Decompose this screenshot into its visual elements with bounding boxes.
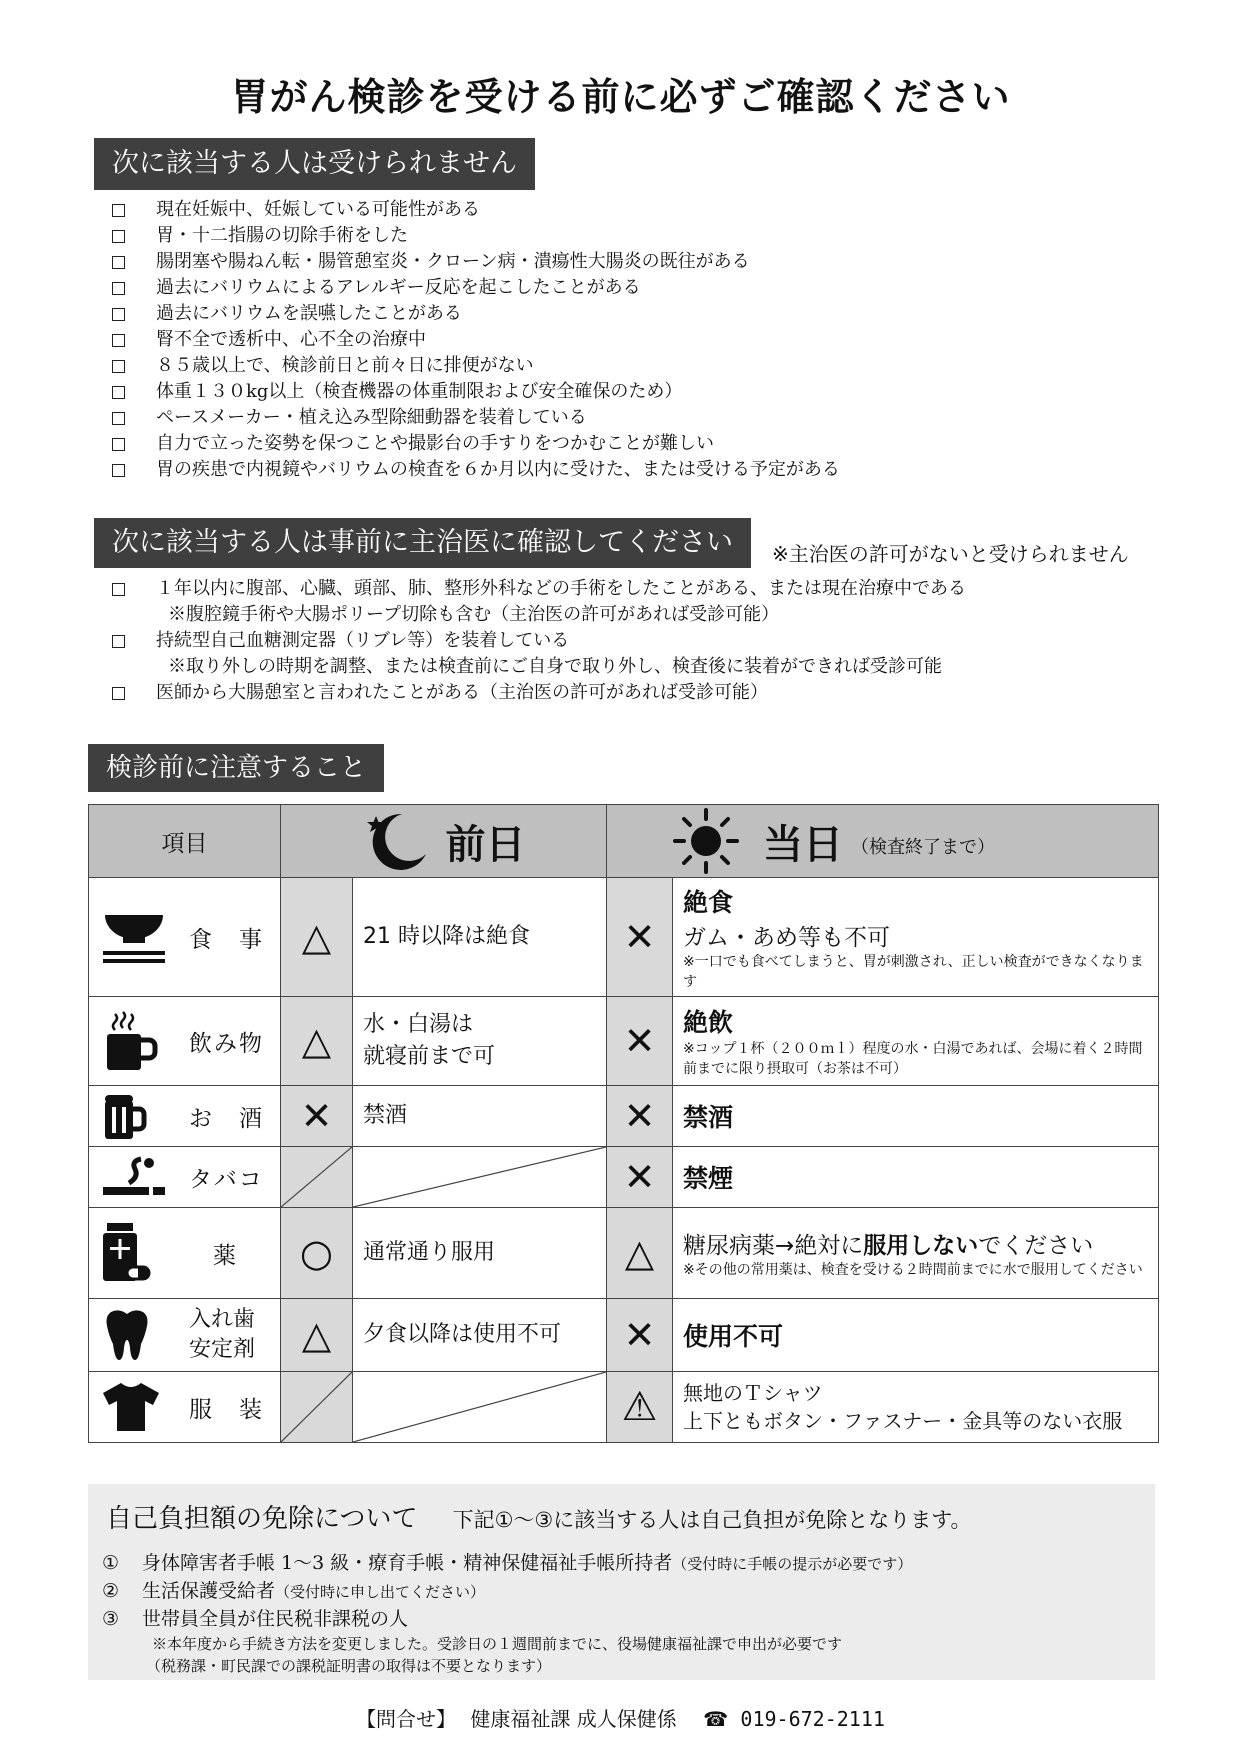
hot-drink-icon	[101, 1010, 161, 1072]
list-item[interactable]: 現在妊娠中、妊娠している可能性がある	[108, 197, 840, 223]
list-item[interactable]: 腎不全で透析中、心不全の治療中	[108, 327, 840, 353]
list-item[interactable]: 体重１３０kg以上（検査機器の体重制限および安全確保のため）	[108, 379, 840, 405]
list-item: ② 生活保護受給者（受付時に申し出てください）	[102, 1580, 486, 1602]
diagonal-line	[281, 1147, 352, 1207]
prev-text: 禁酒	[353, 1086, 607, 1146]
item-cell: 食 事	[89, 878, 281, 996]
day-symbol: ✕	[607, 1299, 673, 1371]
diagonal-line	[353, 1372, 606, 1442]
list-item[interactable]: ８５歳以上で、検診前日と前々日に排便がない	[108, 353, 840, 379]
list-item[interactable]: １年以内に腹部、心臓、頭部、肺、整形外科などの手術をしたことがある、または現在治療中である	[108, 576, 966, 602]
exemption-box	[88, 1484, 1155, 1680]
exemption-note: （税務課・町民課での課税証明書の取得は不要となります）	[146, 1657, 552, 1675]
day-text: 使用不可	[683, 1322, 784, 1351]
tshirt-icon	[101, 1381, 161, 1433]
exemption-list	[102, 1550, 912, 1677]
table-row	[89, 1298, 1158, 1371]
header-today: 当日 （検査終了まで）	[607, 805, 1158, 877]
checkbox-icon[interactable]	[112, 256, 125, 269]
exemption-lead: 下記①～③に該当する人は自己負担が免除となります。	[452, 1508, 972, 1532]
moon-icon	[362, 808, 432, 874]
item-cell: タバコ	[89, 1147, 281, 1207]
item-cell: お 酒	[89, 1086, 281, 1146]
checkbox-icon[interactable]	[112, 687, 125, 700]
day-text: 無地のＴシャツ 上下ともボタン・ファスナー・金具等のない衣服	[683, 1381, 1123, 1433]
header-prev-day: 前日	[281, 805, 607, 877]
list-item: ① 身体障害者手帳 1～3 級・療育手帳・精神保健福祉手帳所持者（受付時に手帳の提示が必要です）	[102, 1552, 913, 1574]
prev-symbol-empty	[281, 1372, 353, 1442]
prev-symbol: △	[281, 1299, 353, 1371]
exemption-note: ※本年度から手続き方法を変更しました。受診日の１週間前までに、役場健康福祉課で申出が必要です	[152, 1635, 843, 1653]
item-cell: 服 装	[89, 1372, 281, 1442]
prev-text: 通常通り服用	[353, 1208, 607, 1298]
beer-mug-icon	[101, 1091, 149, 1141]
prev-symbol: △	[281, 997, 353, 1085]
prev-text-empty	[353, 1147, 607, 1207]
day-symbol: ✕	[607, 1147, 673, 1207]
day-text: 絶飲 ※コップ１杯（２００ｍｌ）程度の水・白湯であれば、会場に着く２時間前までに限り摂取可（お茶は不可）	[683, 1008, 1143, 1077]
table-row	[89, 996, 1158, 1085]
cigarette-icon	[101, 1155, 167, 1199]
list-item[interactable]: 医師から大腸憩室と言われたことがある（主治医の許可があれば受診可能）	[108, 680, 966, 706]
list-item[interactable]: 過去にバリウムを誤嚥したことがある	[108, 301, 840, 327]
phone-icon: ☎	[703, 1707, 729, 1731]
diagonal-line	[353, 1147, 606, 1207]
prev-text: 夕食以降は使用不可	[353, 1299, 607, 1371]
section2-note: ※主治医の許可がないと受けられません	[772, 542, 1129, 566]
prev-symbol: ○	[281, 1208, 353, 1298]
contact-line: 【問合せ】 健康福祉課 成人保健係 ☎ 019-672-2111	[356, 1707, 885, 1731]
medicine-bottle-icon	[101, 1221, 151, 1285]
table-row	[89, 877, 1158, 996]
prev-text: 21 時以降は絶食	[353, 878, 607, 996]
table-row	[89, 1207, 1158, 1298]
day-symbol: ✕	[607, 1086, 673, 1146]
section1-heading: 次に該当する人は受けられません	[94, 138, 535, 190]
prev-symbol-empty	[281, 1147, 353, 1207]
warning-icon: ⚠	[607, 1372, 673, 1442]
list-item[interactable]: 過去にバリウムによるアレルギー反応を起こしたことがある	[108, 275, 840, 301]
checkbox-icon[interactable]	[112, 360, 125, 373]
header-item: 項目	[89, 805, 281, 877]
checkbox-icon[interactable]	[112, 204, 125, 217]
table-row	[89, 1085, 1158, 1146]
section2-list	[108, 576, 966, 706]
prev-text-empty	[353, 1372, 607, 1442]
section3-heading: 検診前に注意すること	[88, 744, 384, 792]
page-title: 胃がん検診を受ける前に必ずご確認ください	[230, 75, 1011, 119]
day-symbol: ✕	[607, 878, 673, 996]
list-item[interactable]: ペースメーカー・植え込み型除細動器を装着している	[108, 405, 840, 431]
item-cell: 飲み物	[89, 997, 281, 1085]
section2-heading: 次に該当する人は事前に主治医に確認してください	[94, 518, 751, 568]
list-item-note: ※腹腔鏡手術や大腸ポリープ切除も含む（主治医の許可があれば受診可能）	[168, 604, 780, 625]
day-symbol: ✕	[607, 997, 673, 1085]
checkbox-icon[interactable]	[112, 334, 125, 347]
exemption-title: 自己負担額の免除について	[106, 1504, 418, 1534]
list-item[interactable]: 胃の疾患で内視鏡やバリウムの検査を６か月以内に受けた、または受ける予定がある	[108, 457, 840, 483]
list-item-note: ※取り外しの時期を調整、または検査前にご自身で取り外し、検査後に装着ができれば受診可能	[168, 656, 942, 677]
section1-list	[108, 197, 840, 483]
checkbox-icon[interactable]	[112, 282, 125, 295]
checkbox-icon[interactable]	[112, 635, 125, 648]
sun-icon	[671, 806, 741, 876]
item-cell: 薬	[89, 1208, 281, 1298]
checkbox-icon[interactable]	[112, 464, 125, 477]
day-text: 禁煙	[683, 1164, 734, 1193]
checkbox-icon[interactable]	[112, 230, 125, 243]
checkbox-icon[interactable]	[112, 412, 125, 425]
list-item[interactable]: 胃・十二指腸の切除手術をした	[108, 223, 840, 249]
prev-text: 水・白湯は 就寝前まで可	[353, 997, 607, 1085]
checkbox-icon[interactable]	[112, 386, 125, 399]
checkbox-icon[interactable]	[112, 308, 125, 321]
item-cell: 入れ歯 安定剤	[89, 1299, 281, 1371]
list-item[interactable]: 持続型自己血糖測定器（リブレ等）を装着している	[108, 628, 966, 654]
checkbox-icon[interactable]	[112, 583, 125, 596]
table-row	[89, 1146, 1158, 1207]
day-text: 糖尿病薬→絶対に服用しないでください ※その他の常用薬は、検査を受ける２時間前までに水で服用してください	[683, 1232, 1143, 1278]
prev-symbol: ✕	[281, 1086, 353, 1146]
day-symbol: △	[607, 1208, 673, 1298]
day-text: 禁酒	[683, 1103, 734, 1132]
day-text: 絶食 ガム・あめ等も不可 ※一口でも食べてしまうと、胃が刺激され、正しい検査ができなくなります	[683, 887, 1144, 990]
table-header-row	[89, 805, 1158, 877]
diagonal-line	[281, 1372, 352, 1442]
tooth-icon	[105, 1308, 149, 1362]
table-row	[89, 1371, 1158, 1442]
list-item[interactable]: 腸閉塞や腸ねん転・腸管憩室炎・クローン病・潰瘍性大腸炎の既往がある	[108, 249, 840, 275]
prev-symbol: △	[281, 878, 353, 996]
rice-bowl-icon	[101, 907, 167, 967]
precautions-table	[88, 804, 1159, 1443]
list-item[interactable]: 自力で立った姿勢を保つことや撮影台の手すりをつかむことが難しい	[108, 431, 840, 457]
list-item: ③ 世帯員全員が住民税非課税の人	[102, 1608, 409, 1630]
checkbox-icon[interactable]	[112, 438, 125, 451]
